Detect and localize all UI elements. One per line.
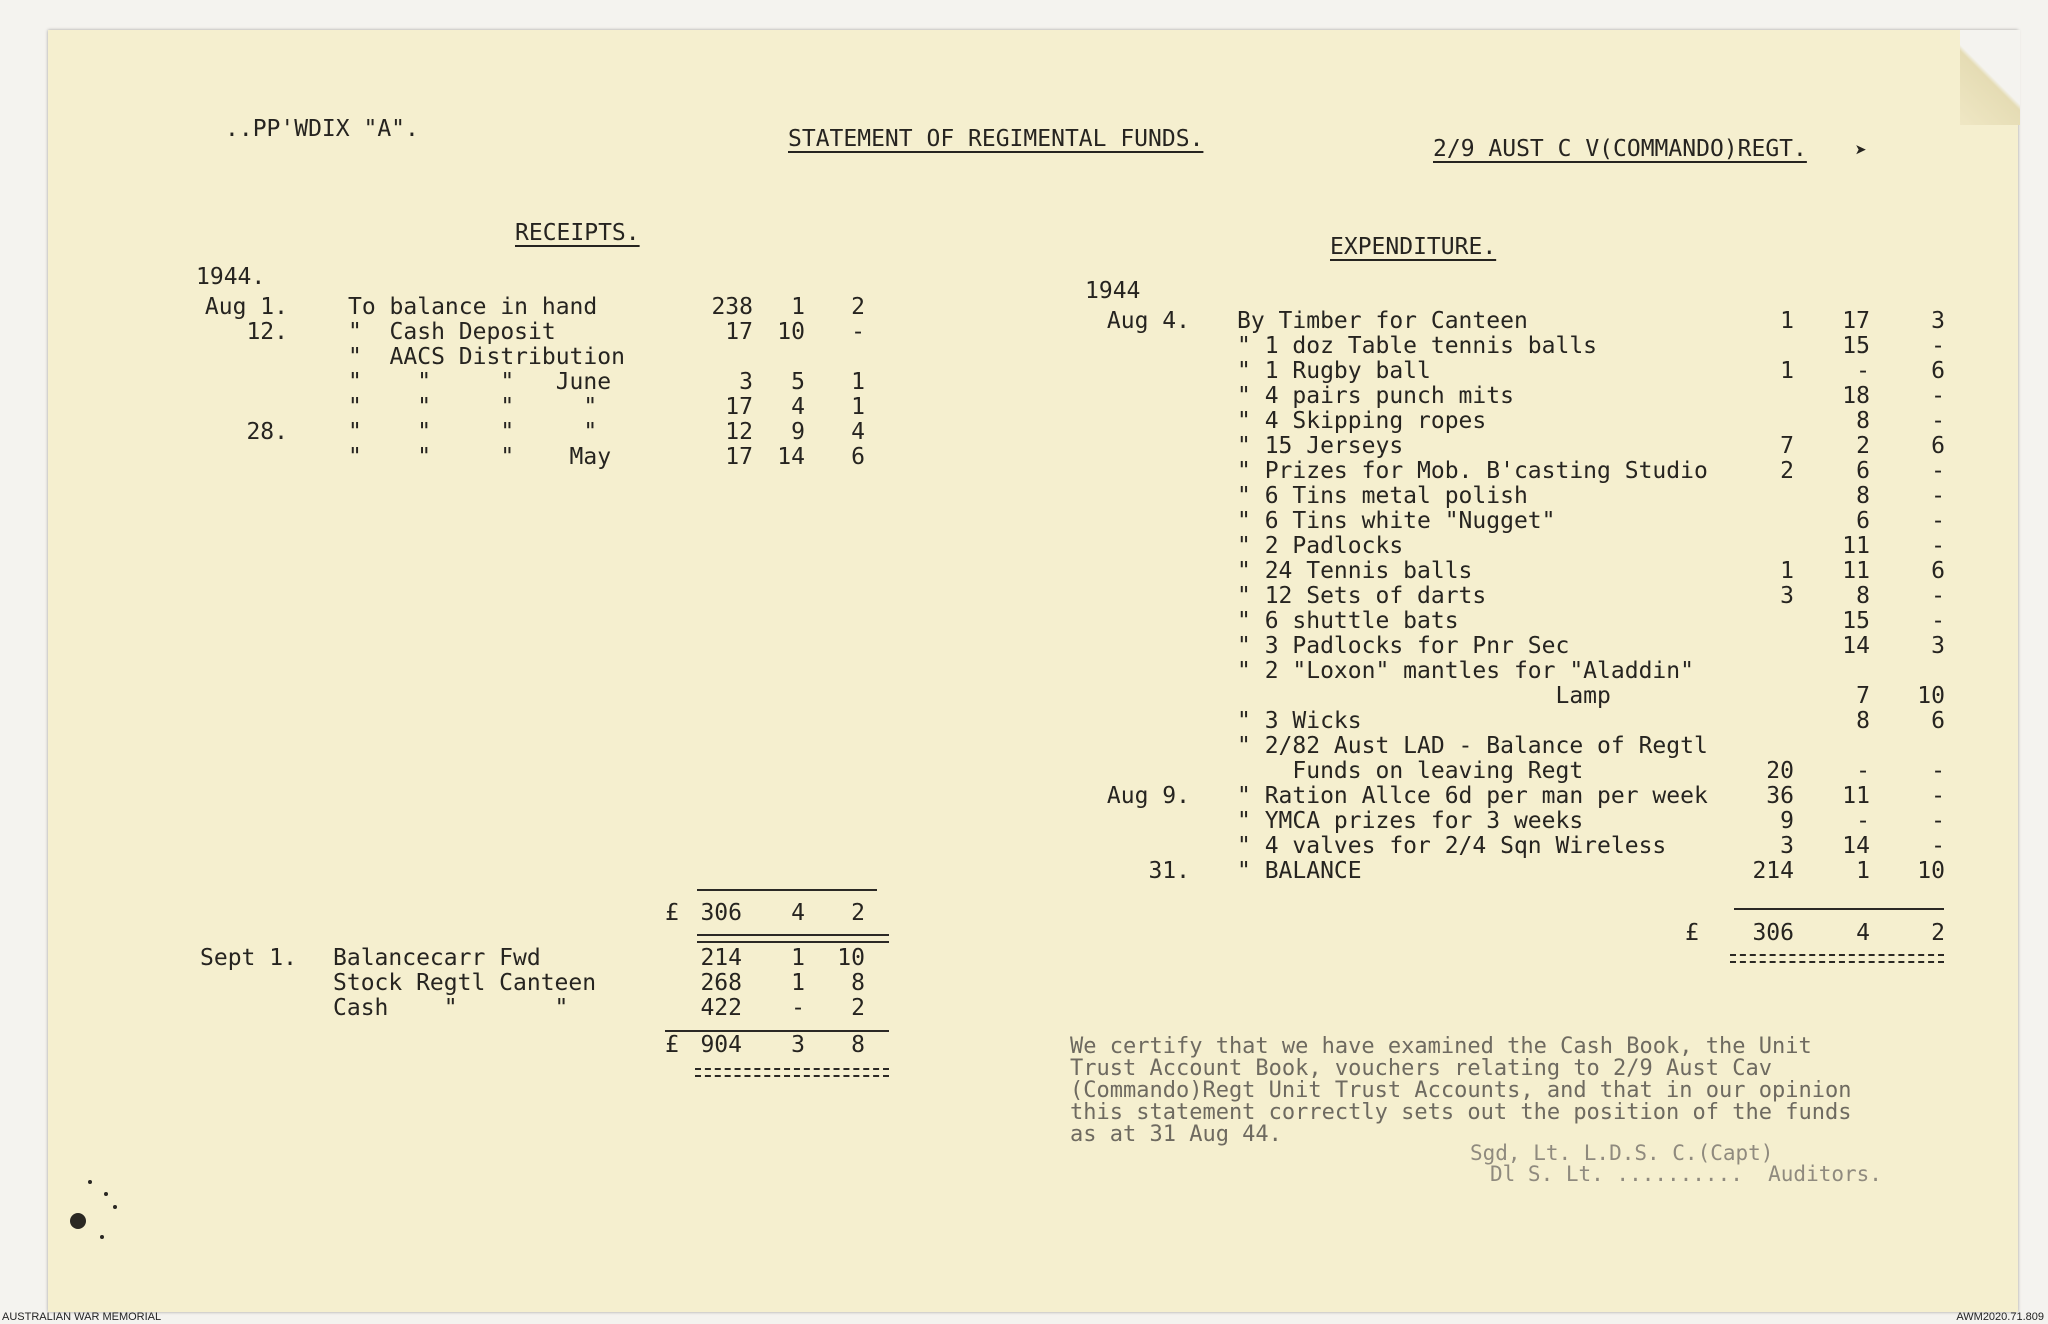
receipt-pounds: 238 — [711, 294, 753, 320]
expenditure-pounds: 9 — [1780, 808, 1794, 834]
receipt-pounds: 17 — [725, 394, 753, 420]
september-shillings: 1 — [791, 945, 805, 971]
receipt-shillings: 10 — [777, 319, 805, 345]
expenditure-pence: - — [1931, 808, 1945, 834]
expenditure-pence: 3 — [1931, 308, 1945, 334]
expenditure-shillings: 8 — [1856, 708, 1870, 734]
expenditure-pounds: 7 — [1780, 433, 1794, 459]
expenditure-description: " 4 pairs punch mits — [1237, 383, 1514, 409]
receipt-pence: 1 — [851, 369, 865, 395]
expenditure-shillings: 11 — [1842, 558, 1870, 584]
expenditure-description: " 6 Tins white "Nugget" — [1237, 508, 1556, 534]
september-pence: 8 — [851, 970, 865, 996]
grand-total-pounds: 904 — [700, 1032, 742, 1058]
folded-corner — [1960, 30, 2020, 125]
expenditure-description: By Timber for Canteen — [1237, 308, 1528, 334]
september-pounds: 214 — [700, 945, 742, 971]
expenditure-pence: 10 — [1917, 858, 1945, 884]
expenditure-total-symbol: £ — [1685, 920, 1699, 946]
expenditure-date: 31. — [1148, 858, 1190, 884]
certification-line: this statement correctly sets out the position of the funds — [1070, 1100, 1852, 1125]
receipt-shillings: 9 — [791, 419, 805, 445]
expenditure-shillings: - — [1856, 758, 1870, 784]
expenditure-pence: 6 — [1931, 558, 1945, 584]
expenditure-pence: - — [1931, 383, 1945, 409]
expenditure-total-shillings: 4 — [1856, 920, 1870, 946]
paper-speck — [100, 1235, 104, 1239]
expenditure-shillings: - — [1856, 808, 1870, 834]
receipt-description: " " " " — [348, 394, 598, 420]
expenditure-description: " 2 "Loxon" mantles for "Aladdin" — [1237, 658, 1694, 684]
expenditure-pence: - — [1931, 408, 1945, 434]
footer-accession-number: AWM2020.71.809 — [1956, 1311, 2044, 1323]
expenditure-shillings: 15 — [1842, 333, 1870, 359]
expenditure-shillings: 8 — [1856, 483, 1870, 509]
expenditure-shillings: 8 — [1856, 583, 1870, 609]
expenditure-date: Aug 4. — [1106, 308, 1190, 334]
receipts-total-shillings: 4 — [791, 900, 805, 926]
expenditure-shillings: 7 — [1856, 683, 1870, 709]
expenditure-pence: - — [1931, 533, 1945, 559]
expenditure-pence: - — [1931, 783, 1945, 809]
grand-total-pence: 8 — [851, 1032, 865, 1058]
expenditure-pence: - — [1931, 608, 1945, 634]
receipt-pence: - — [851, 319, 865, 345]
september-pence: 2 — [851, 995, 865, 1021]
expenditure-description: " YMCA prizes for 3 weeks — [1237, 808, 1584, 834]
auditor-signature-1: Sgd, Lt. L.D.S. C.(Capt) — [1470, 1141, 1774, 1165]
receipt-shillings: 1 — [791, 294, 805, 320]
expenditure-description: " Ration Allce 6d per man per week — [1237, 783, 1708, 809]
expenditure-description: " 4 Skipping ropes — [1237, 408, 1487, 434]
expenditure-shillings: 2 — [1856, 433, 1870, 459]
expenditure-pence: 10 — [1917, 683, 1945, 709]
grand-total-double-rule — [695, 1068, 889, 1077]
september-pounds: 422 — [700, 995, 742, 1021]
expenditure-shillings: 14 — [1842, 833, 1870, 859]
september-date: Sept 1. — [200, 945, 297, 971]
receipt-shillings: 4 — [791, 394, 805, 420]
september-description: Balancecarr Fwd — [333, 945, 541, 971]
receipt-description: " AACS Distribution — [348, 344, 625, 370]
expenditure-description: " 4 valves for 2/4 Sqn Wireless — [1237, 833, 1667, 859]
receipt-pounds: 17 — [725, 444, 753, 470]
receipt-description: " " " May — [348, 444, 612, 470]
receipts-heading: RECEIPTS. — [515, 220, 640, 246]
certification-line: We certify that we have examined the Cash Book, the Unit — [1070, 1034, 1812, 1059]
receipts-year: 1944. — [196, 264, 266, 290]
receipts-subtotal-rule — [697, 889, 877, 891]
expenditure-shillings: 6 — [1856, 508, 1870, 534]
receipt-description: " " " " — [348, 419, 598, 445]
expenditure-description: Lamp — [1237, 683, 1611, 709]
expenditure-pence: 6 — [1931, 433, 1945, 459]
receipt-pence: 6 — [851, 444, 865, 470]
expenditure-description: " 3 Wicks — [1237, 708, 1362, 734]
expenditure-description: " 1 doz Table tennis balls — [1237, 333, 1598, 359]
september-pence: 10 — [837, 945, 865, 971]
expenditure-shillings: 1 — [1856, 858, 1870, 884]
expenditure-shillings: 15 — [1842, 608, 1870, 634]
receipt-pence: 1 — [851, 394, 865, 420]
september-description: Cash " " — [333, 995, 569, 1021]
expenditure-pounds: 1 — [1780, 308, 1794, 334]
expenditure-pence: - — [1931, 833, 1945, 859]
expenditure-total-double-rule — [1730, 954, 1944, 963]
receipt-date: 12. — [246, 319, 288, 345]
receipts-total-symbol: £ — [665, 900, 679, 926]
paper-speck — [104, 1192, 108, 1196]
expenditure-pounds: 214 — [1752, 858, 1794, 884]
expenditure-pounds: 1 — [1780, 358, 1794, 384]
expenditure-total-pounds: 306 — [1752, 920, 1794, 946]
expenditure-pounds: 3 — [1780, 833, 1794, 859]
expenditure-description: " Prizes for Mob. B'casting Studio — [1237, 458, 1708, 484]
expenditure-pounds: 36 — [1766, 783, 1794, 809]
expenditure-description: " 24 Tennis balls — [1237, 558, 1473, 584]
paper-speck — [88, 1180, 92, 1184]
expenditure-pence: 6 — [1931, 708, 1945, 734]
expenditure-shillings: 11 — [1842, 533, 1870, 559]
expenditure-description: " 6 Tins metal polish — [1237, 483, 1528, 509]
september-description: Stock Regtl Canteen — [333, 970, 597, 996]
grand-total-symbol: £ — [665, 1032, 679, 1058]
appendix-label: ..PP'WDIX "A". — [225, 116, 419, 142]
receipt-date: Aug 1. — [204, 294, 288, 320]
expenditure-pence: - — [1931, 583, 1945, 609]
expenditure-description: Funds on leaving Regt — [1237, 758, 1584, 784]
receipts-total-pence: 2 — [851, 900, 865, 926]
paper-speck — [113, 1205, 117, 1209]
expenditure-shillings: 8 — [1856, 408, 1870, 434]
expenditure-shillings: 6 — [1856, 458, 1870, 484]
expenditure-pence: 6 — [1931, 358, 1945, 384]
document-title: STATEMENT OF REGIMENTAL FUNDS. — [788, 126, 1204, 152]
unit-name: 2/9 AUST C V(COMMANDO)REGT. — [1433, 136, 1807, 162]
certification-line: (Commando)Regt Unit Trust Accounts, and that in our opinion — [1070, 1078, 1852, 1103]
receipts-total-double-rule — [697, 934, 889, 943]
expenditure-pence: - — [1931, 458, 1945, 484]
expenditure-pence: - — [1931, 758, 1945, 784]
expenditure-shillings: 14 — [1842, 633, 1870, 659]
receipt-shillings: 14 — [777, 444, 805, 470]
expenditure-description: " 15 Jerseys — [1237, 433, 1404, 459]
expenditure-shillings: - — [1856, 358, 1870, 384]
expenditure-pounds: 2 — [1780, 458, 1794, 484]
expenditure-date: Aug 9. — [1106, 783, 1190, 809]
expenditure-pence: - — [1931, 483, 1945, 509]
expenditure-description: " 12 Sets of darts — [1237, 583, 1487, 609]
september-pounds: 268 — [700, 970, 742, 996]
receipt-description: " Cash Deposit — [348, 319, 556, 345]
certification-line: Trust Account Book, vouchers relating to 2/9 Aust Cav — [1070, 1056, 1772, 1081]
footer-archive-name: AUSTRALIAN WAR MEMORIAL — [2, 1311, 162, 1323]
expenditure-description: " BALANCE — [1237, 858, 1362, 884]
september-shillings: - — [791, 995, 805, 1021]
expenditure-year: 1944 — [1085, 278, 1141, 304]
expenditure-pence: 3 — [1931, 633, 1945, 659]
certification-line: as at 31 Aug 44. — [1070, 1122, 1282, 1147]
expenditure-shillings: 17 — [1842, 308, 1870, 334]
receipt-description: " " " June — [348, 369, 612, 395]
auditor-signature-2: Dl S. Lt. .......... Auditors. — [1490, 1162, 1882, 1186]
expenditure-pounds: 3 — [1780, 583, 1794, 609]
september-shillings: 1 — [791, 970, 805, 996]
expenditure-shillings: 18 — [1842, 383, 1870, 409]
expenditure-description: " 3 Padlocks for Pnr Sec — [1237, 633, 1570, 659]
expenditure-pence: - — [1931, 333, 1945, 359]
punch-hole — [70, 1213, 86, 1229]
receipt-pounds: 12 — [725, 419, 753, 445]
expenditure-shillings: 11 — [1842, 783, 1870, 809]
expenditure-heading: EXPENDITURE. — [1330, 234, 1497, 260]
receipt-pounds: 3 — [739, 369, 753, 395]
receipt-pence: 2 — [851, 294, 865, 320]
expenditure-total-rule — [1734, 908, 1944, 910]
expenditure-total-pence: 2 — [1931, 920, 1945, 946]
expenditure-description: " 1 Rugby ball — [1237, 358, 1431, 384]
receipt-description: To balance in hand — [348, 294, 598, 320]
expenditure-pence: - — [1931, 508, 1945, 534]
grand-total-shillings: 3 — [791, 1032, 805, 1058]
receipt-pounds: 17 — [725, 319, 753, 345]
expenditure-pounds: 1 — [1780, 558, 1794, 584]
receipts-total-pounds: 306 — [700, 900, 742, 926]
receipt-date: 28. — [246, 419, 288, 445]
margin-mark: ➤ — [1855, 138, 1868, 162]
expenditure-description: " 2/82 Aust LAD - Balance of Regtl — [1237, 733, 1708, 759]
receipt-pence: 4 — [851, 419, 865, 445]
receipt-shillings: 5 — [791, 369, 805, 395]
expenditure-description: " 6 shuttle bats — [1237, 608, 1459, 634]
expenditure-pounds: 20 — [1766, 758, 1794, 784]
expenditure-description: " 2 Padlocks — [1237, 533, 1404, 559]
